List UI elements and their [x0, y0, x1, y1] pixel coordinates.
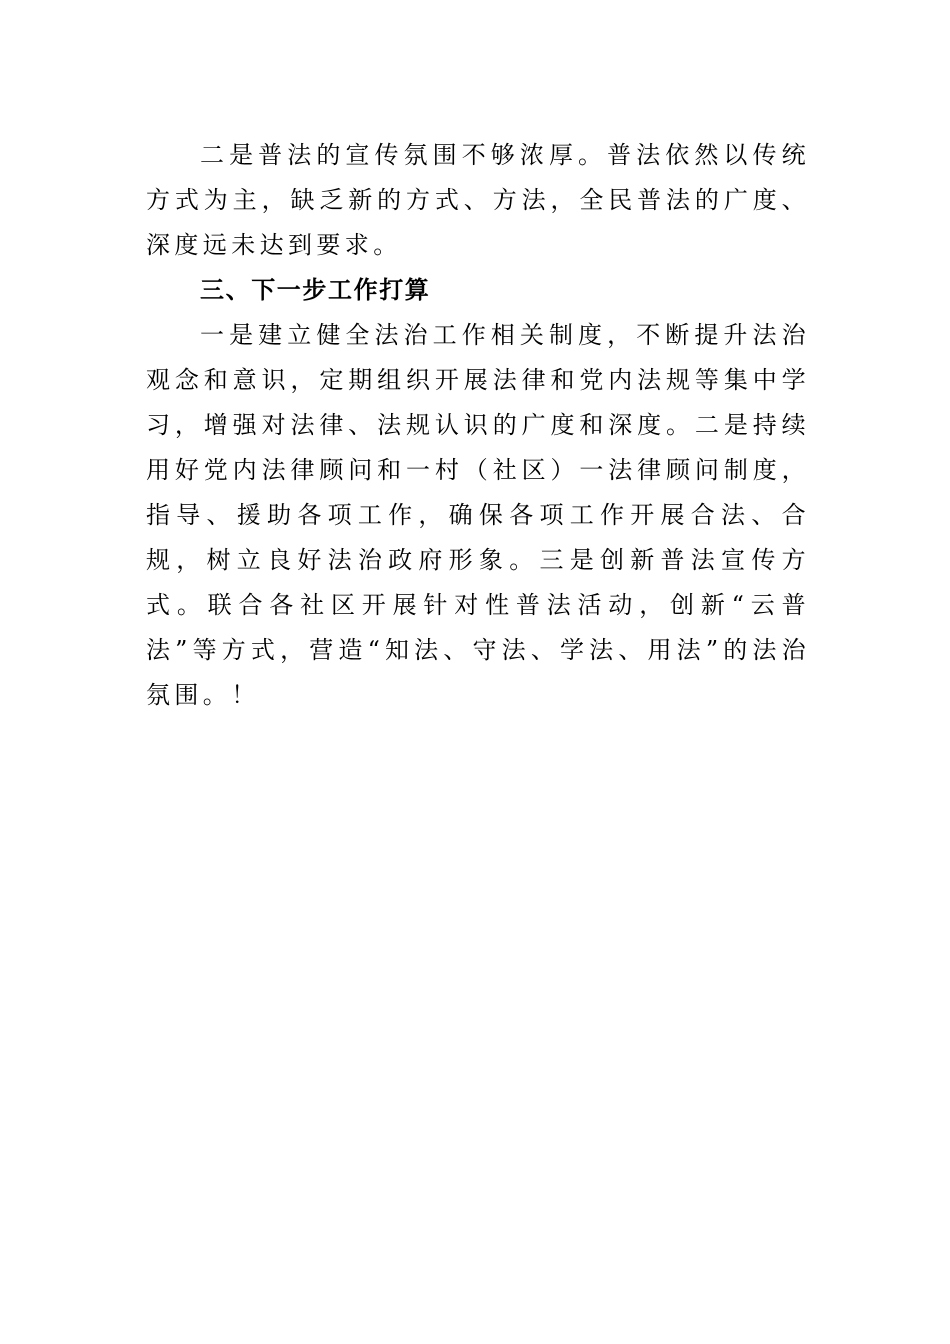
paragraph-publicity-atmosphere: 二是普法的宣传氛围不够浓厚。普法依然以传统方式为主，缺乏新的方式、方法，全民普法的广度、深度远未达到要求。: [146, 141, 810, 259]
document-body: [146, 133, 810, 718]
section-heading-next-steps: 三、下一步工作打算: [200, 276, 431, 304]
paragraph-work-plan: 一是建立健全法治工作相关制度，不断提升法治观念和意识，定期组织开展法律和党内法规等集中学习，增强对法律、法规认识的广度和深度。二是持续用好党内法律顾问和一村（社区）一法律顾问制度，指导、援助各项工作，确保各项工作开展合法、合规，树立良好法治政府形象。三是创新普法宣传方式。联合各社区开展针对性普法活动，创新“云普法”等方式，营造“知法、守法、学法、用法”的法治氛围。！: [146, 321, 810, 709]
